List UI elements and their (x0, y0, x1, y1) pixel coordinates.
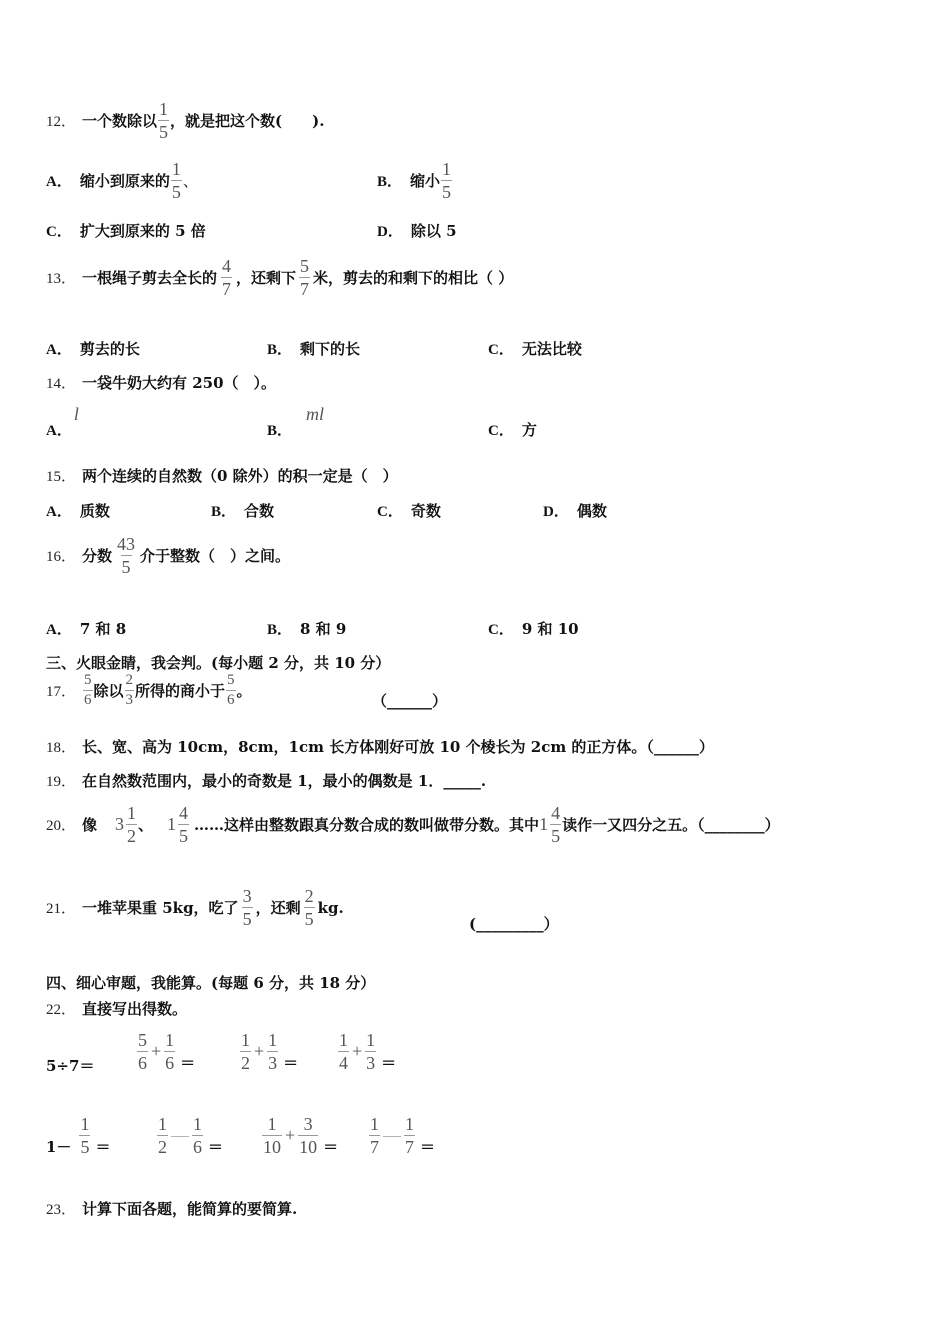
denominator: 5 (442, 182, 452, 202)
question-20 (46, 804, 780, 845)
fraction (157, 1115, 168, 1156)
option-label: D． (377, 224, 403, 240)
fraction (267, 1031, 278, 1072)
option-text: 8 和 9 (300, 620, 347, 638)
equals-sign: ＝ (180, 1054, 196, 1072)
option-text: 剩下的长 (300, 340, 361, 358)
fraction (240, 1031, 251, 1072)
question-text: 所得的商小于 (135, 682, 226, 700)
calc-item-2[interactable] (136, 1030, 195, 1073)
option-text: l (73, 404, 79, 424)
numerator: 5 (227, 672, 235, 688)
fraction (365, 1031, 376, 1072)
question-text: 两个连续的自然数（0 除外）的积一定是（ ） (82, 467, 398, 485)
denominator: 7 (405, 1137, 414, 1157)
fraction (171, 160, 182, 201)
fraction (178, 804, 189, 845)
option-label: A． (46, 342, 72, 358)
question-text[interactable]: 读作一又四分之五。（________） (562, 816, 780, 834)
option-label: A． (46, 504, 72, 520)
question-text: ，还剩下 (236, 269, 297, 287)
fraction (262, 1115, 282, 1156)
option-label: A． (46, 622, 72, 638)
option-label: C． (488, 342, 514, 358)
option-label: D． (543, 504, 569, 520)
question-text: 。 (236, 682, 252, 700)
question-15 (46, 465, 398, 486)
calc-expression: 1－ (46, 1138, 72, 1156)
answer-blank[interactable] (372, 690, 447, 711)
option-label: B． (211, 504, 237, 520)
numerator: 4 (222, 256, 232, 276)
option-b[interactable] (267, 404, 324, 440)
numerator: 3 (242, 886, 252, 906)
numerator: 1 (241, 1030, 250, 1050)
fraction (550, 804, 561, 845)
question-text: 介于整数（ ）之间。 (140, 547, 291, 565)
equals-sign: ＝ (323, 1138, 339, 1156)
option-c[interactable] (488, 338, 582, 359)
question-text: 、 (138, 816, 154, 834)
denominator: 2 (241, 1053, 250, 1073)
option-b[interactable] (267, 618, 346, 639)
denominator: 10 (299, 1137, 318, 1157)
numerator: 1 (165, 1030, 175, 1050)
option-label: C． (377, 504, 403, 520)
question-number: 18． (46, 740, 77, 756)
option-label: B． (267, 423, 293, 439)
fraction (338, 1031, 349, 1072)
option-text: 无法比较 (521, 340, 582, 358)
question-text: 米，剪去的和剩下的相比（ ） (313, 269, 514, 287)
fraction (116, 535, 136, 576)
question-text: kg. (317, 898, 344, 917)
option-d[interactable] (543, 500, 607, 521)
blank-text: (_________） (469, 915, 559, 933)
equals-sign: ＝ (95, 1138, 111, 1156)
option-b[interactable] (211, 500, 274, 521)
question-number: 14． (46, 376, 77, 392)
denominator: 2 (127, 826, 137, 846)
fraction (79, 1115, 90, 1156)
numerator: 1 (127, 803, 137, 823)
calc-item-5[interactable] (46, 1114, 110, 1157)
calc-item-6[interactable] (156, 1114, 223, 1157)
question-text: 除以 (93, 682, 124, 700)
option-b[interactable] (267, 338, 360, 359)
question-number: 15． (46, 469, 77, 485)
operator: — (171, 1125, 189, 1145)
equals-sign: ＝ (381, 1054, 397, 1072)
fraction (226, 673, 236, 708)
mixed-whole: 3 (115, 814, 125, 834)
question-19 (46, 770, 486, 791)
mixed-whole: 1 (539, 814, 549, 834)
denominator: 6 (138, 1053, 147, 1073)
blank-text: （______） (372, 692, 448, 710)
denominator: 5 (179, 826, 189, 846)
denominator: 4 (339, 1053, 348, 1073)
fraction (441, 160, 452, 201)
question-text: 分数 (82, 547, 113, 565)
numerator: 2 (304, 886, 314, 906)
denominator: 7 (370, 1137, 379, 1157)
question-text: 一个数除以 (82, 112, 158, 130)
operator: — (383, 1125, 401, 1145)
question-number: 16． (46, 549, 77, 565)
option-text: 扩大到原来的 5 倍 (79, 222, 206, 240)
question-text: 一袋牛奶大约有 250（ ）。 (82, 374, 277, 392)
question-number: 19． (46, 774, 77, 790)
option-text: 方 (521, 421, 537, 439)
option-text: 奇数 (410, 502, 441, 520)
numerator: 1 (159, 99, 169, 119)
option-label: A． (46, 174, 72, 190)
denominator: 3 (268, 1053, 278, 1073)
denominator: 6 (193, 1137, 202, 1157)
question-number: 17． (46, 684, 77, 700)
question-18 (46, 736, 714, 757)
option-a[interactable] (46, 500, 110, 521)
question-number: 12． (46, 114, 77, 130)
numerator: 3 (303, 1114, 313, 1134)
option-text: 9 和 10 (521, 620, 579, 638)
option-label: B． (267, 342, 293, 358)
question-number: 20． (46, 818, 77, 834)
question-23 (46, 1198, 297, 1219)
option-c[interactable] (46, 220, 206, 241)
option-label: B． (377, 174, 403, 190)
option-c[interactable] (488, 419, 537, 440)
option-c[interactable] (488, 618, 579, 639)
question-text: 计算下面各题，能简算的要简算. (82, 1200, 298, 1218)
calc-item-4[interactable] (337, 1030, 396, 1073)
fraction (158, 100, 169, 141)
question-text: ，就是把这个数( ). (170, 112, 325, 130)
answer-blank[interactable] (469, 913, 559, 934)
option-label: A． (46, 423, 72, 439)
denominator: 5 (80, 1137, 90, 1157)
fraction (83, 673, 93, 708)
question-text: 一堆苹果重 5kg，吃了 (82, 899, 239, 917)
option-text: 缩小 (410, 172, 441, 190)
fraction (192, 1115, 203, 1156)
option-d[interactable] (377, 220, 457, 241)
denominator: 5 (171, 182, 181, 202)
option-text: 除以 5 (410, 222, 457, 240)
question-21 (46, 887, 344, 928)
numerator: 1 (267, 1114, 277, 1134)
option-text: ml (306, 404, 325, 424)
option-a[interactable] (46, 338, 140, 359)
fraction (369, 1115, 380, 1156)
question-number: 22． (46, 1002, 77, 1018)
denominator: 5 (242, 909, 252, 929)
fraction (126, 804, 137, 845)
option-b[interactable] (377, 160, 453, 201)
denominator: 3 (366, 1053, 376, 1073)
option-label: C． (46, 224, 72, 240)
numerator: 1 (370, 1114, 379, 1134)
question-text: 直接写出得数。 (82, 1000, 188, 1018)
question-14 (46, 372, 276, 393)
numerator: 1 (366, 1030, 376, 1050)
option-text: 7 和 8 (79, 620, 127, 638)
calc-item-8[interactable] (368, 1114, 435, 1157)
option-text: 合数 (244, 502, 275, 520)
numerator: 1 (339, 1030, 348, 1050)
denominator: 5 (551, 826, 561, 846)
numerator: 1 (193, 1114, 202, 1134)
fraction (125, 673, 135, 708)
option-label: C． (488, 423, 514, 439)
numerator: 1 (405, 1114, 414, 1134)
denominator: 6 (165, 1053, 175, 1073)
question-13 (46, 257, 513, 298)
operator: + (285, 1125, 296, 1145)
numerator: 5 (138, 1030, 147, 1050)
numerator: 4 (179, 803, 189, 823)
question-17 (46, 673, 252, 708)
numerator: 1 (80, 1114, 90, 1134)
calc-expression: 5÷7＝ (46, 1057, 95, 1075)
denominator: 2 (158, 1137, 167, 1157)
question-22 (46, 998, 187, 1019)
fraction (304, 887, 315, 928)
question-text[interactable]: 长、宽、高为 10cm，8cm，1cm 长方体刚好可放 10 个棱长为 2cm 的正方体。（______） (82, 738, 714, 756)
option-label: C． (488, 622, 514, 638)
section-heading: 四、细心审题，我能算。(每题 6 分，共 18 分） (46, 974, 376, 992)
fraction (164, 1031, 175, 1072)
numerator: 2 (125, 672, 134, 688)
option-text: 质数 (79, 502, 110, 520)
denominator: 5 (159, 122, 169, 142)
fraction (298, 1115, 318, 1156)
question-number: 21． (46, 901, 77, 917)
question-text[interactable]: 在自然数范围内，最小的奇数是 1，最小的偶数是 1．_____. (82, 772, 487, 790)
denominator: 10 (263, 1137, 281, 1157)
denominator: 6 (84, 692, 92, 708)
operator: + (254, 1041, 265, 1061)
option-a[interactable] (46, 618, 126, 639)
equals-sign: ＝ (283, 1054, 299, 1072)
fraction (404, 1115, 415, 1156)
option-text: 偶数 (576, 502, 607, 520)
numerator: 4 (551, 803, 561, 823)
denominator: 3 (125, 692, 134, 708)
numerator: 1 (171, 159, 181, 179)
fraction (221, 257, 232, 298)
denominator: 7 (300, 279, 310, 299)
option-a[interactable] (46, 160, 198, 201)
operator: + (352, 1041, 363, 1061)
option-text: 、 (182, 172, 198, 190)
numerator: 43 (117, 534, 136, 554)
calc-item-7[interactable] (261, 1114, 338, 1157)
fraction (137, 1031, 148, 1072)
denominator: 6 (227, 692, 235, 708)
option-c[interactable] (377, 500, 441, 521)
question-number: 13． (46, 271, 77, 287)
numerator: 5 (300, 256, 310, 276)
denominator: 5 (121, 557, 131, 577)
fraction (299, 257, 310, 298)
fraction (242, 887, 253, 928)
denominator: 7 (222, 279, 232, 299)
calc-item-3[interactable] (239, 1030, 298, 1073)
question-text: 一根绳子剪去全长的 (82, 269, 218, 287)
section-heading: 三、火眼金睛，我会判。(每小题 2 分，共 10 分） (46, 654, 391, 672)
question-12 (46, 100, 324, 141)
option-text: 缩小到原来的 (79, 172, 170, 190)
operator: + (151, 1041, 162, 1061)
mixed-whole: 1 (167, 814, 177, 834)
question-number: 23． (46, 1202, 77, 1218)
denominator: 5 (304, 909, 314, 929)
question-text: ……这样由整数跟真分数合成的数叫做带分数。其中 (194, 816, 540, 834)
option-text: 剪去的长 (79, 340, 140, 358)
numerator: 5 (84, 672, 92, 688)
equals-sign: ＝ (420, 1138, 436, 1156)
calc-item-1[interactable] (46, 1055, 94, 1076)
numerator: 1 (268, 1030, 278, 1050)
question-text: 像 (82, 816, 98, 834)
question-text: ，还剩 (255, 899, 301, 917)
equals-sign: ＝ (208, 1138, 224, 1156)
numerator: 1 (158, 1114, 167, 1134)
numerator: 1 (442, 159, 452, 179)
option-a[interactable] (46, 404, 79, 440)
option-label: B． (267, 622, 293, 638)
question-16 (46, 535, 290, 576)
